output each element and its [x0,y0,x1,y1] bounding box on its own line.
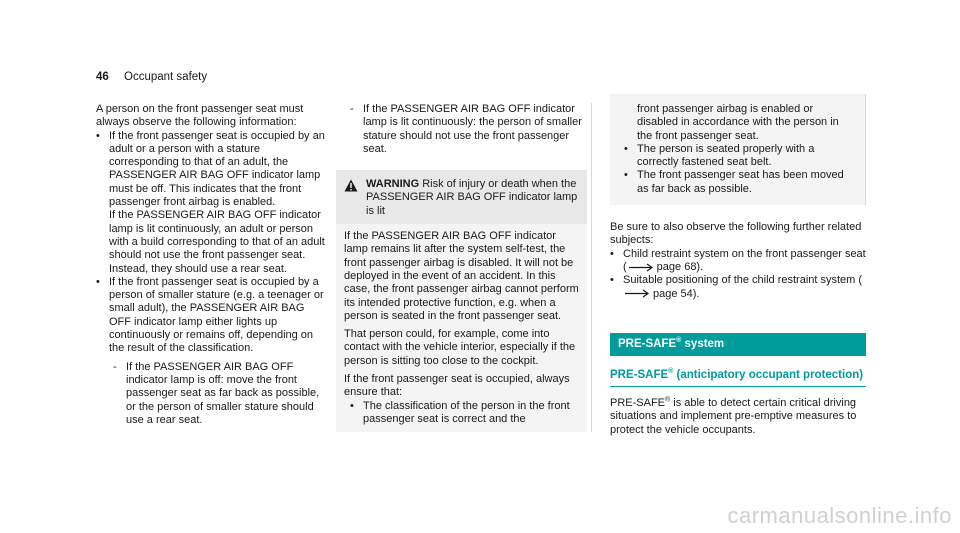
list-item [624,143,857,170]
bullet-text: • If the front passenger seat is occupied by an adult or a person with a stature corresponding to that of an adult, the PASSENGER AIR BAG OFF indicator lamp must be off. This indicates that the front passenger front airbag is enabled. [109,129,325,209]
warning-body [336,224,587,432]
bullet-text: Instead, they should use a rear seat. [109,262,287,275]
bullet-text: • The person is seated properly with a correctly fastened seat belt. [637,142,815,169]
body-prefix: PRE-SAFE [610,397,666,410]
sub-item-text: - If the PASSENGER AIR BAG OFF indicator lamp is off: move the front passenger seat as far back as possible, or the person of smaller stature should use a rear seat. [126,360,320,426]
section-title-text: PRE-SAFE [618,337,677,350]
body-text [610,397,866,437]
sub-list-item [346,103,587,156]
bullet-text: • The front passenger seat has been moved as far back as possible. [637,169,844,195]
column-1 [96,103,328,427]
warning-paragraph: If the PASSENGER AIR BAG OFF indicator lamp remains lit after the system self-test, the front passenger airbag is disabled. It will not be deployed in the event of an accident. In this case, the front passenger airbag cannot perform its intended protective function, e.g. when a person is seated in the front passenger seat. [344,230,579,322]
section-heading [610,333,866,356]
arrow-right-icon [625,289,651,298]
list-item [96,276,328,427]
warning-title: Risk of injury or death when the PASSENGER AIR BAG OFF indicator lamp is lit [366,178,578,217]
section-title-suffix: system [681,337,725,350]
column-2 [336,103,592,432]
sub-item-text: - If the PASSENGER AIR BAG OFF indicator lamp is lit continuously: the person of smaller stature should not use the front passenger seat. [363,103,582,155]
warning-header [336,170,587,224]
page-link[interactable]: page 54). [653,287,700,300]
bullet-text: • If the front passenger seat is occupied by a person of smaller stature (e.g. a teenager or small adult), the PASSENGER AIR BAG OFF indicator lamp either lights up continuously or remains off, depending on the result of the classification. [109,275,324,355]
related-text: Suitable positioning of the child restraint system ( [623,274,863,287]
list-item [96,130,328,276]
related-item[interactable] [610,274,866,301]
list-item [624,169,857,196]
registered-mark: ® [676,337,682,345]
column-3 [596,94,866,437]
subsection-heading [610,368,866,387]
page-header [96,71,207,83]
watermark: carmanualsonline.info [727,503,952,528]
warning-paragraph: That person could, for example, come into contact with the vehicle interior, especially if the person is sitting too close to the cockpit. [344,328,576,367]
related-item[interactable] [610,248,866,275]
warning-continuation [610,94,866,205]
subsection-title-text: PRE-SAFE [610,369,669,382]
registered-mark: ® [665,396,671,404]
warning-paragraph: If the front passenger seat is occupied, always ensure that: [344,373,570,399]
page-number: 46 [96,71,109,83]
bullet-text: • The classification of the person in the front passenger seat is correct and the [363,399,570,425]
related-text: Child restraint system on the front passenger seat ( [623,247,866,273]
arrow-right-icon [629,263,655,272]
list-item [350,400,579,427]
warning-box [336,170,587,432]
subsection-title-suffix: (anticipatory occupant protection) [673,369,864,382]
intro-text: A person on the front passenger seat must always observe the following information: [96,103,304,129]
registered-mark: ® [668,368,674,376]
warning-icon [344,178,366,218]
page-link[interactable]: page 68). [656,260,704,273]
section-name: Occupant safety [124,71,208,83]
bullet-text: If the PASSENGER AIR BAG OFF indicator lamp is lit continuously, an adult or person with a build corresponding to that of an adult should not use the front passenger seat. [109,209,325,262]
sub-list-item [109,361,328,427]
warning-label: WARNING [366,178,420,191]
body-text-content: is able to detect certain critical driving situations and implement pre-emptive measures to protect the vehicle occupants. [610,397,857,436]
continuation-text: front passenger airbag is enabled or disabled in accordance with the person in the front passenger seat. [637,103,839,142]
see-also-text: Be sure to also observe the following further related subjects: [610,221,862,247]
